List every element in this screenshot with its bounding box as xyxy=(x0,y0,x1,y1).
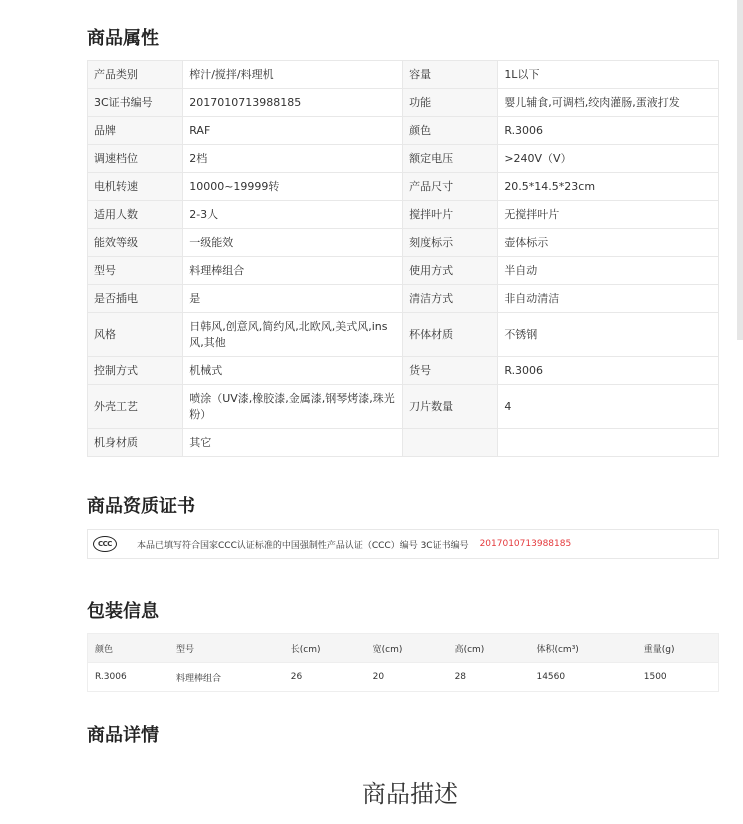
attribute-row xyxy=(88,313,719,357)
attribute-value: >240V（V） xyxy=(498,145,719,173)
attribute-value: 壶体标示 xyxy=(498,229,719,257)
packaging-header: 体积(cm³) xyxy=(529,634,636,663)
attribute-row xyxy=(88,285,719,313)
attribute-key: 调速档位 xyxy=(88,145,183,173)
scrollbar[interactable] xyxy=(737,0,743,340)
attribute-row xyxy=(88,357,719,385)
attribute-row xyxy=(88,257,719,285)
attribute-value: 不锈钢 xyxy=(498,313,719,357)
attribute-value: 10000~19999转 xyxy=(183,173,403,201)
attribute-key: 容量 xyxy=(403,61,498,89)
attribute-row xyxy=(88,229,719,257)
attribute-key: 外壳工艺 xyxy=(88,385,183,429)
attribute-value: 半自动 xyxy=(498,257,719,285)
certificate-row xyxy=(87,529,719,559)
description-heading: 商品描述 xyxy=(362,780,458,808)
packaging-header: 重量(g) xyxy=(637,634,719,663)
attribute-key: 3C证书编号 xyxy=(88,89,183,117)
section-title-attributes: 商品属性 xyxy=(87,28,159,49)
attribute-row xyxy=(88,61,719,89)
packaging-cell: 28 xyxy=(448,663,530,692)
attribute-value: 无搅拌叶片 xyxy=(498,201,719,229)
attribute-value: 2017010713988185 xyxy=(183,89,403,117)
attribute-key: 清洁方式 xyxy=(403,285,498,313)
attribute-key: 电机转速 xyxy=(88,173,183,201)
attribute-key: 产品类别 xyxy=(88,61,183,89)
attribute-value: 婴儿辅食,可调档,绞肉灌肠,蛋液打发 xyxy=(498,89,719,117)
attribute-value: R.3006 xyxy=(498,117,719,145)
attribute-value: 机械式 xyxy=(183,357,403,385)
attribute-key: 是否插电 xyxy=(88,285,183,313)
packaging-cell: 14560 xyxy=(529,663,636,692)
attribute-value: 非自动清洁 xyxy=(498,285,719,313)
attribute-key: 额定电压 xyxy=(403,145,498,173)
attribute-row xyxy=(88,385,719,429)
attribute-value: 是 xyxy=(183,285,403,313)
attributes-table xyxy=(87,60,719,457)
attribute-key: 货号 xyxy=(403,357,498,385)
attribute-key: 刀片数量 xyxy=(403,385,498,429)
packaging-cell: 料理棒组合 xyxy=(169,663,284,692)
attribute-row xyxy=(88,89,719,117)
attribute-value: R.3006 xyxy=(498,357,719,385)
packaging-header: 颜色 xyxy=(88,634,170,663)
packaging-header: 长(cm) xyxy=(284,634,366,663)
packaging-cell: 26 xyxy=(284,663,366,692)
section-title-packaging: 包装信息 xyxy=(87,601,159,622)
attribute-value: 喷涂（UV漆,橡胶漆,金属漆,钢琴烤漆,珠光粉） xyxy=(183,385,403,429)
attribute-key: 型号 xyxy=(88,257,183,285)
attribute-row xyxy=(88,145,719,173)
certificate-number: 2017010713988185 xyxy=(479,539,572,549)
attribute-value: 2档 xyxy=(183,145,403,173)
attribute-value: 日韩风,创意风,简约风,北欧风,美式风,ins风,其他 xyxy=(183,313,403,357)
attribute-row xyxy=(88,173,719,201)
attribute-row xyxy=(88,117,719,145)
ccc-logo-icon: CCC xyxy=(93,536,117,552)
attribute-value: 其它 xyxy=(183,429,403,457)
attribute-key: 风格 xyxy=(88,313,183,357)
packaging-table xyxy=(87,633,719,692)
attribute-key: 杯体材质 xyxy=(403,313,498,357)
attribute-row xyxy=(88,201,719,229)
packaging-cell: R.3006 xyxy=(88,663,170,692)
attribute-key: 刻度标示 xyxy=(403,229,498,257)
attribute-key: 使用方式 xyxy=(403,257,498,285)
attribute-value: 榨汁/搅拌/料理机 xyxy=(183,61,403,89)
attribute-value: RAF xyxy=(183,117,403,145)
attribute-key: 品牌 xyxy=(88,117,183,145)
attribute-value: 4 xyxy=(498,385,719,429)
attribute-key: 机身材质 xyxy=(88,429,183,457)
packaging-row xyxy=(88,663,719,692)
attribute-value: 2-3人 xyxy=(183,201,403,229)
attribute-value: 一级能效 xyxy=(183,229,403,257)
attribute-key: 颜色 xyxy=(403,117,498,145)
attribute-key: 产品尺寸 xyxy=(403,173,498,201)
section-title-details: 商品详情 xyxy=(87,725,159,746)
attribute-key: 控制方式 xyxy=(88,357,183,385)
section-title-certification: 商品资质证书 xyxy=(87,496,195,517)
attribute-key: 能效等级 xyxy=(88,229,183,257)
certificate-text: 本品已填写符合国家CCC认证标准的中国强制性产品认证（CCC）编号 3C证书编号 xyxy=(137,540,469,551)
attribute-key: 功能 xyxy=(403,89,498,117)
attribute-value: 20.5*14.5*23cm xyxy=(498,173,719,201)
packaging-header: 宽(cm) xyxy=(366,634,448,663)
packaging-header: 型号 xyxy=(169,634,284,663)
attribute-value xyxy=(498,429,719,457)
attribute-key: 搅拌叶片 xyxy=(403,201,498,229)
attribute-row xyxy=(88,429,719,457)
packaging-cell: 1500 xyxy=(637,663,719,692)
attribute-value: 1L以下 xyxy=(498,61,719,89)
packaging-header: 高(cm) xyxy=(448,634,530,663)
attribute-value: 料理棒组合 xyxy=(183,257,403,285)
attribute-key xyxy=(403,429,498,457)
attribute-key: 适用人数 xyxy=(88,201,183,229)
packaging-cell: 20 xyxy=(366,663,448,692)
